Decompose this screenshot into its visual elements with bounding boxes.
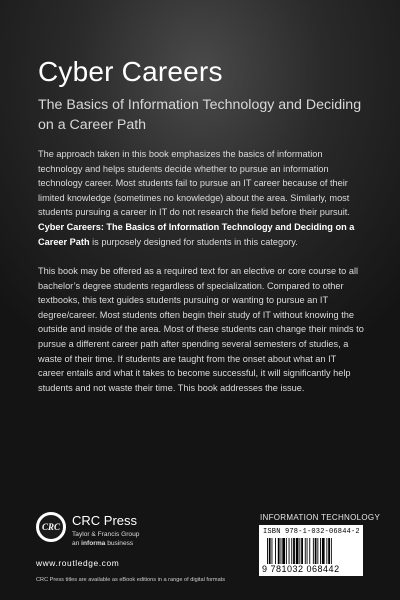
barcode-bar [296,538,299,564]
description-text: is purposely designed for students in this category. [89,236,298,247]
barcode-bar [328,538,330,564]
publisher-name: CRC Press [72,513,138,528]
barcode-bar [301,538,303,564]
barcode-bar [286,538,287,564]
business-suffix: business [105,540,134,547]
subject-category: INFORMATION TECHNOLOGY [260,513,381,522]
barcode-bar [289,538,290,564]
business-prefix: an [72,540,82,547]
barcode-bar [278,538,280,564]
barcode-bar [291,538,292,564]
barcode-bar [305,538,306,564]
barcode-box [259,525,363,576]
book-subtitle: The Basics of Information Technology and Deciding on a Career Path [38,97,362,133]
barcode-bar [315,538,317,564]
description-paragraph-2: This book may be offered as a required text for an elective or core course to all bachelor’s degree students regardless of specialization. Compared to other textbooks, this text guides students pursuing or wanting to pursue an IT degree/career. Most students often begin their study of IT without knowing the outside and inside of the area. Most of these students can change their minds to pursue a different career path after spending several semesters of studies, a waste of their time. If students are taught from the onset about what an IT career entails and what it takes to become successful, it will significantly help students and not waste their time. This book addresses the issue. [38,266,364,393]
publisher-group [72,530,139,548]
publisher-business [72,539,139,548]
barcode-bar [307,538,308,564]
book-title: Cyber Careers [38,56,223,87]
description-text: The approach taken in this book emphasizes the basics of information technology and helps students decide whether to pursue an information technology career. Most students fail to pursue an IT career because of their limited knowledge (sometimes no knowledge) about the area. Similarly, most students pursuing a career in IT do not research the field before their pursuit. [38,149,350,218]
barcode-bar [282,538,285,564]
barcode-bar [281,538,282,564]
barcode-bar [293,538,295,564]
barcode-bar [309,538,310,564]
barcode-bar [317,538,318,564]
publisher-group-name: Taylor & Francis Group [72,531,140,538]
description-paragraph-1 [38,147,364,249]
barcode-bar [272,538,273,564]
barcode-bar [331,538,332,564]
ebook-note: CRC Press titles are available as eBook editions in a range of digital formats [36,577,226,583]
logo-text: CRC [41,522,60,532]
barcode-bar [313,538,314,564]
barcode-bar [267,538,268,564]
barcode-bar [322,538,325,564]
book-full-title: Cyber Careers: The Basics of Information Technology and Deciding on a Career Path [38,221,355,247]
crc-logo-icon [36,512,66,542]
business-name: informa [81,540,106,547]
barcode-bar [326,538,327,564]
barcode-bar [320,538,321,564]
publisher-website[interactable]: www.routledge.com [36,558,120,568]
ean-digits: 9 781032 068442 [262,564,340,574]
barcode-bars [267,538,359,564]
barcode-bar [299,538,300,564]
barcode-bar [269,538,271,564]
barcode-bar [275,538,276,564]
isbn-number: ISBN 978-1-032-06844-2 [263,528,360,536]
